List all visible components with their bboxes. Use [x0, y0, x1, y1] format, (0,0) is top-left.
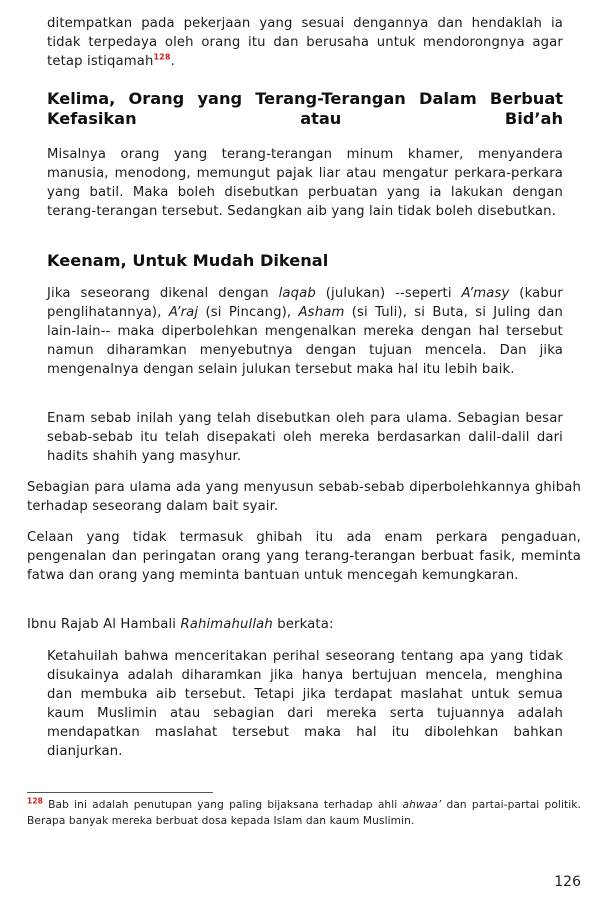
footnote-128: $^{128}$ Bab ini adalah penutupan yang paling bijaksana terhadap ahli ahwaa’ dan partai-partai politik. Berapa banyak mereka berbuat dosa kepada Islam dan kaum Muslimin. [27, 796, 582, 827]
paragraph-ibnu-rajab: Ibnu Rajab Al Hambali Rahimahullah berkata: [27, 617, 334, 632]
paragraph-kelima: Misalnya orang yang terang-terangan minum khamer, menyandera manusia, menodong, memungut pajak liar atau mengatur perkara-perkara yang batil. Maka boleh disebutkan perbuatan yang ia lakukan dengan terang-terangan tersebut. Sedangkan aib yang lain tidak boleh disebutkan. [47, 147, 563, 219]
paragraph-sebagian-ulama: Sebagian para ulama ada yang menyusun sebab-sebab diperbolehkannya ghibah terhadap seseorang dalam bait syair. [27, 480, 581, 514]
paragraph-enam-sebab: Enam sebab inilah yang telah disebutkan oleh para ulama. Sebagian besar sebab-sebab itu telah disepakati oleh mereka berdasarkan dalil-dalil dari hadits shahih yang masyhur. [47, 411, 563, 464]
heading-keenam: Keenam, Untuk Mudah Dikenal [47, 251, 329, 270]
page-number: 126 [554, 874, 581, 890]
footnote-marker: 128 [27, 796, 43, 806]
heading-kelima: Kelima, Orang yang Terang-Terangan Dalam Berbuat Kefasikan atau Bid’ah [47, 89, 563, 128]
paragraph-continuation: ditempatkan pada pekerjaan yang sesuai dengannya dan hendaklah ia tidak terpedaya oleh orang itu dan berusaha untuk mendorongnya agar tetap istiqamah$^{128}$. [47, 16, 563, 69]
block-quote: Ketahuilah bahwa menceritakan perihal seseorang tentang apa yang tidak disukainya adalah diharamkan jika hanya bertujuan mencela, menghina dan membuka aib tersebut. Tetapi jika terdapat maslahat untuk semua kaum Muslimin atau sebagian dari mereka serta tujuannya adalah mendapatkan maslahat tersebut maka hal itu dibolehkan bahkan dianjurkan. [47, 649, 563, 759]
paragraph-keenam: Jika seseorang dikenal dengan laqab (julukan) --seperti A’masy (kabur penglihatannya), A’raj (si Pincang), Asham (si Tuli), si Buta, si Juling dan lain-lain-- maka diperbolehkan mengenalkan mereka dengan hal tersebut namun diharamkan menyebutnya dengan tujuan mencela. Dan jika mengenalnya dengan selain julukan tersebut maka hal itu lebih baik. [47, 286, 563, 377]
footnote-ref-128[interactable]: 128 [153, 52, 171, 62]
footnote-separator [27, 792, 213, 793]
paragraph-celaan: Celaan yang tidak termasuk ghibah itu ada enam perkara pengaduan, pengenalan dan peringatan orang yang terang-terangan berbuat fasik, meminta fatwa dan orang yang meminta bantuan untuk mencegah kemungkaran. [27, 530, 581, 583]
